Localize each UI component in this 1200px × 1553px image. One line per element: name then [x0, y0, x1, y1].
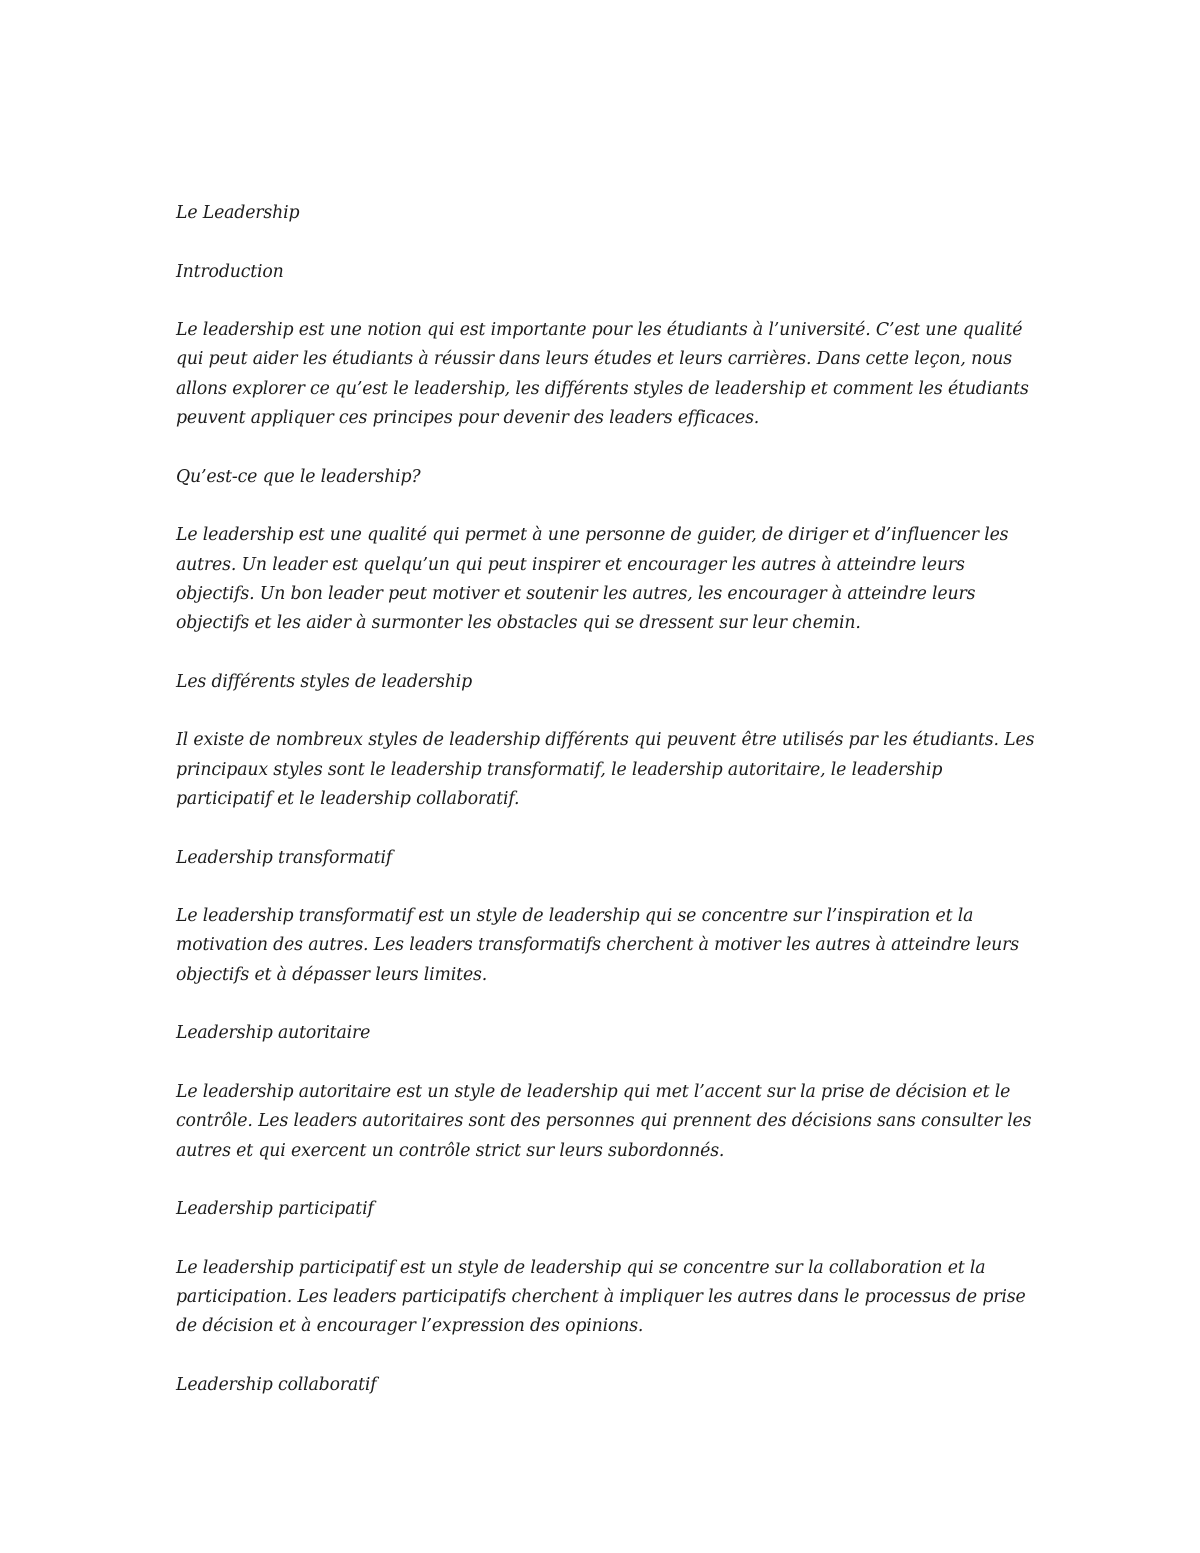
section-heading-autoritaire: Leadership autoritaire: [176, 1023, 371, 1044]
section-body-transformatif: Le leadership transformatif est un style de leadership qui se concentre sur l’inspiration et la motivation des autres. Les leaders transformatifs cherchent à motiver les autres à atteindre leurs objectifs et à dépasser leurs limites.: [176, 906, 1019, 985]
section-body-introduction: Le leadership est une notion qui est importante pour les étudiants à l’université. C’est une qualité qui peut aider les étudiants à réussir dans leurs études et leurs carrières. Dans cette leçon, nous allons explorer ce qu’est le leadership, les différents styles de leadership et comment les étudiants peuvent appliquer ces principes pour devenir des leaders efficaces.: [176, 320, 1029, 429]
section-heading-transformatif: Leadership transformatif: [176, 847, 393, 868]
section-heading-styles: Les différents styles de leadership: [176, 671, 473, 692]
section-heading-participatif: Leadership participatif: [176, 1199, 374, 1220]
section-heading-definition: Qu’est-ce que le leadership?: [176, 466, 421, 487]
section-heading-introduction: Introduction: [176, 261, 284, 282]
section-body-autoritaire: Le leadership autoritaire est un style de leadership qui met l’accent sur la prise de décision et le contrôle. Les leaders autoritaires sont des personnes qui prennent des décisions sans consulter les autres et qui exercent un contrôle strict sur leurs subordonnés.: [176, 1081, 1032, 1161]
document-content: [176, 199, 1036, 1429]
section-body-participatif: Le leadership participatif est un style de leadership qui se concentre sur la collaboration et la participation. Les leaders participatifs cherchent à impliquer les autres dans le processus de prise de décision et à encourager l’expression des opinions.: [176, 1257, 1026, 1337]
section-body-definition: Le leadership est une qualité qui permet à une personne de guider, de diriger et d’influencer les autres. Un leader est quelqu’un qui peut inspirer et encourager les autres à atteindre leurs objectifs. Un bon leader peut motiver et soutenir les autres, les encourager à atteindre leurs objectifs et les aider à surmonter les obstacles qui se dressent sur leur chemin.: [176, 525, 1009, 634]
document-title: Le Leadership: [176, 203, 300, 223]
section-heading-collaboratif: Leadership collaboratif: [176, 1374, 377, 1395]
section-body-styles: Il existe de nombreux styles de leadership différents qui peuvent être utilisés par les étudiants. Les principaux styles sont le leadership transformatif, le leadership autoritaire, le leadership participatif et le leadership collaboratif.: [176, 730, 1035, 809]
